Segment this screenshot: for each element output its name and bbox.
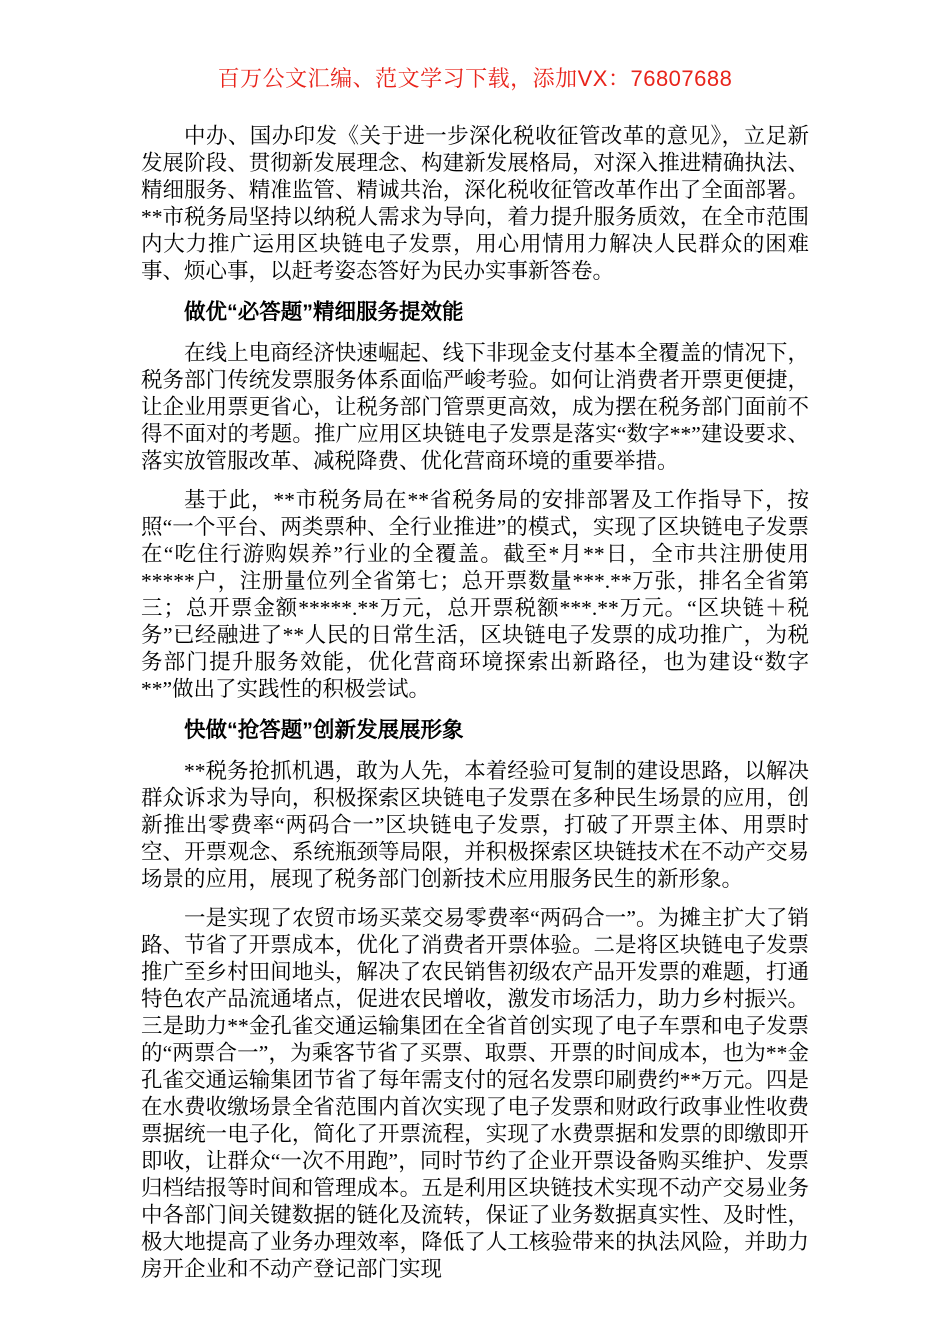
- paragraph-section2-b: 一是实现了农贸市场买菜交易零费率“两码合一”。为摊主扩大了销路、节省了开票成本，优化了消费者开票体验。二是将区块链电子发票推广至乡村田间地头，解决了农民销售初级农产品开发票的难题，打通特色农产品流通堵点，促进农民增收，激发市场活力，助力乡村振兴。三是助力**金孔雀交通运输集团在全省首创实现了电子车票和电子发票的“两票合一”，为乘客节省了买票、取票、开票的时间成本，也为**金孔雀交通运输集团节省了每年需支付的冠名发票印刷费约**万元。四是在水费收缴场景全省范围内首次实现了电子发票和财政行政事业性收费票据统一电子化，简化了开票流程，实现了水费票据和发票的即缴即开即收，让群众“一次不用跑”，同时节约了企业开票设备购买维护、发票归档结报等时间和管理成本。五是利用区块链技术实现不动产交易业务中各部门间关键数据的链化及流转，保证了业务数据真实性、及时性，极大地提高了业务办理效率，降低了人工核验带来的执法风险，并助力房开企业和不动产登记部门实现: [141, 906, 809, 1281]
- section-heading-2: 快做“抢答题”创新发展展形象: [184, 718, 464, 742]
- paragraph-intro: 中办、国办印发《关于进一步深化税收征管改革的意见》，立足新发展阶段、贯彻新发展理念、构建新发展格局，对深入推进精确执法、精细服务、精准监管、精诚共治，深化税收征管改革作出了全面部署。**市税务局坚持以纳税人需求为导向，着力提升服务质效，在全市范围内大力推广运用区块链电子发票，用心用情用力解决人民群众的困难事、烦心事，以赶考姿态答好为民办实事新答卷。: [141, 124, 809, 283]
- document-body: [141, 123, 809, 1283]
- section-heading-1: 做优“必答题”精细服务提效能: [184, 300, 464, 324]
- paragraph-section2-a: **税务抢抓机遇，敢为人先，本着经验可复制的建设思路，以解决群众诉求为导向，积极探索区块链电子发票在多种民生场景的应用，创新推出零费率“两码合一”区块链电子发票，打破了开票主体、用票时空、开票观念、系统瓶颈等局限，并积极探索区块链技术在不动产交易场景的应用，展现了税务部门创新技术应用服务民生的新形象。: [141, 759, 809, 891]
- paragraph-section1-b: 基于此，**市税务局在**省税务局的安排部署及工作指导下，按照“一个平台、两类票种、全行业推进”的模式，实现了区块链电子发票在“吃住行游购娱养”行业的全覆盖。截至*月**日，全市共注册使用*****户，注册量位列全省第七；总开票数量***.**万张，排名全省第三；总开票金额*****.**万元，总开票税额***.**万元。“区块链＋税务”已经融进了**人民的日常生活，区块链电子发票的成功推广，为税务部门提升服务效能，优化营商环境探索出新路径，也为建设“数字**”做出了实践性的积极尝试。: [141, 488, 809, 701]
- paragraph-section1-a: 在线上电商经济快速崛起、线下非现金支付基本全覆盖的情况下，税务部门传统发票服务体系面临严峻考验。如何让消费者开票更便捷，让企业用票更省心，让税务部门管票更高效，成为摆在税务部门面前不得不面对的考题。推广应用区块链电子发票是落实“数字**”建设要求、落实放管服改革、减税降费、优化营商环境的重要举措。: [141, 341, 809, 473]
- watermark-header-text: 百万公文汇编、范文学习下载，添加VX：76807688: [217, 66, 733, 91]
